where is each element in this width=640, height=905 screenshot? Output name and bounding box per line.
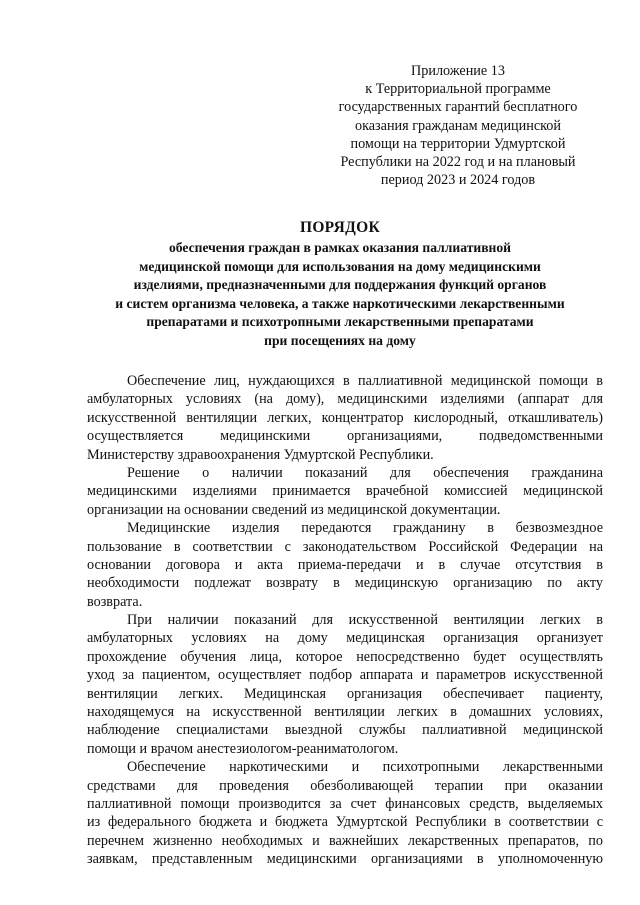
text-line: возврата. bbox=[87, 593, 143, 610]
paragraph-narcotic-provision bbox=[87, 758, 603, 868]
document-body bbox=[87, 372, 603, 869]
text-line: Обеспечение лиц, нуждающихся в паллиативной медицинской помощи в bbox=[127, 373, 603, 389]
text-line: пользование в соответствии с законодательством Российской Федерации на bbox=[87, 538, 603, 555]
text-line: Медицинские изделия передаются гражданину в безвозмездное bbox=[127, 520, 603, 537]
appendix-line: к Территориальной программе bbox=[365, 81, 551, 98]
paragraph-ventilation bbox=[87, 611, 603, 758]
text-line: осуществляется медицинскими организациями, подведомственными bbox=[87, 428, 603, 445]
text-line: находящемуся на искусственной вентиляции легких в домашних условиях, bbox=[87, 704, 603, 721]
text-line: необходимости подлежат возврату в медицинскую организацию по акту bbox=[87, 575, 603, 592]
text-line: заявкам, представленным медицинскими организациями в уполномоченную bbox=[87, 851, 603, 868]
appendix-line: оказания гражданам медицинской bbox=[354, 117, 561, 134]
document-title-block bbox=[60, 218, 620, 351]
paragraph-commission-decision bbox=[87, 464, 603, 519]
text-line: Обеспечение наркотическими и психотропными лекарственными bbox=[127, 759, 603, 776]
document-subtitle bbox=[60, 239, 620, 351]
text-line: из федерального бюджета и бюджета Удмуртской Республики в соответствии с bbox=[87, 814, 603, 831]
subtitle-line: препаратами и психотропными лекарственными препаратами bbox=[146, 314, 534, 330]
text-line: медицинскими изделиями принимается врачебной комиссией медицинской bbox=[87, 483, 603, 500]
text-line: помощи и врачом анестезиологом-реаниматологом. bbox=[87, 740, 399, 757]
appendix-line: Приложение 13 bbox=[411, 63, 505, 79]
paragraph-devices-provision bbox=[87, 372, 603, 464]
text-line: наблюдение специалистами выездной службы паллиативной медицинской bbox=[87, 722, 603, 739]
text-line: Решение о наличии показаний для обеспечения гражданина bbox=[127, 464, 603, 481]
text-line: организации на основании сведений из медицинской документации. bbox=[87, 501, 501, 518]
paragraph-devices-transfer bbox=[87, 519, 603, 611]
text-line: перечнем жизненно необходимых и важнейших лекарственных препаратов, по bbox=[87, 832, 603, 849]
appendix-line: государственных гарантий бесплатного bbox=[338, 99, 578, 116]
subtitle-line: при посещениях на дому bbox=[264, 332, 416, 348]
subtitle-line: изделиями, предназначенными для поддержания функций органов bbox=[133, 277, 547, 293]
text-line: Министерству здравоохранения Удмуртской Республики. bbox=[87, 446, 434, 463]
text-line: прохождение обучения лица, которое непосредственно будет осуществлять bbox=[87, 648, 603, 665]
text-line: вентиляции легких. Медицинская организация обеспечивает пациенту, bbox=[87, 685, 603, 702]
appendix-line: помощи на территории Удмуртской bbox=[350, 135, 566, 152]
document-title: ПОРЯДОК bbox=[299, 219, 381, 236]
appendix-header bbox=[318, 62, 598, 189]
text-line: амбулаторных условиях на дому медицинская организация организует bbox=[87, 630, 603, 647]
text-line: средствами для проведения обезболивающей терапии при оказании bbox=[87, 777, 603, 794]
text-line: При наличии показаний для искусственной вентиляции легких в bbox=[127, 612, 603, 629]
text-line: паллиативной помощи производится за счет финансовых средств, выделяемых bbox=[87, 795, 603, 812]
subtitle-line: медицинской помощи для использования на дому медицинскими bbox=[139, 258, 541, 274]
subtitle-line: и систем организма человека, а также наркотическими лекарственными bbox=[115, 295, 565, 311]
subtitle-line: обеспечения граждан в рамках оказания паллиативной bbox=[168, 240, 512, 255]
text-line: уход за пациентом, осуществляет подбор аппарата и параметров искусственной bbox=[87, 667, 603, 684]
appendix-line: Республики на 2022 год и на плановый bbox=[340, 154, 576, 171]
text-line: искусственной вентиляции легких, концентратор кислородный, откашливатель) bbox=[87, 409, 603, 426]
text-line: амбулаторных условиях (на дому), медицинскими изделиями (аппарат для bbox=[87, 391, 603, 408]
appendix-line: период 2023 и 2024 годов bbox=[380, 172, 536, 189]
text-line: основании договора и акта приема-передачи и в случае отсутствия в bbox=[87, 556, 603, 573]
